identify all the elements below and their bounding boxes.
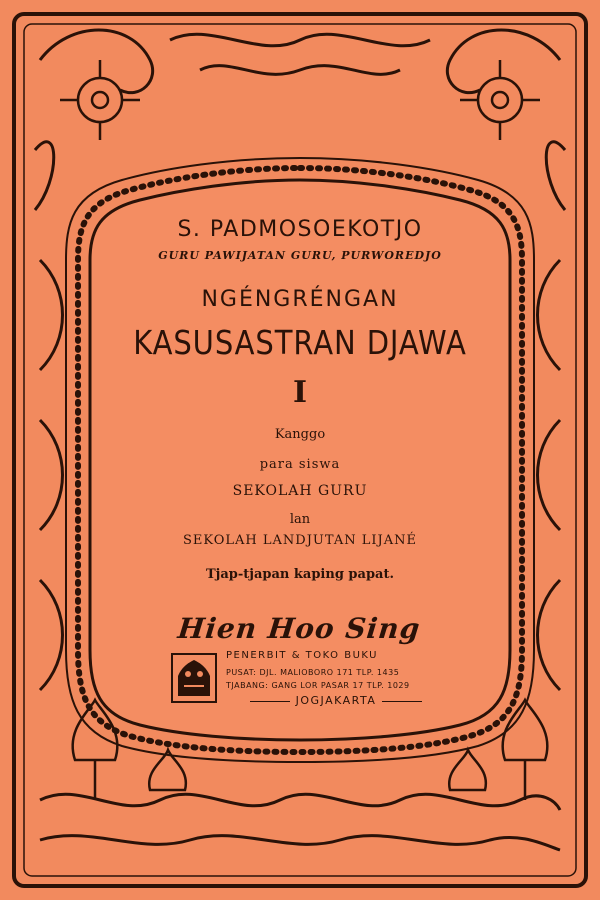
book-title-line2: KASUSASTRAN DJAWA	[133, 323, 467, 362]
audience-sekolah-guru: SEKOLAH GURU	[232, 483, 368, 499]
author-name: S. PADMOSOEKOTJO	[177, 217, 423, 242]
audience-lan: lan	[289, 512, 311, 527]
book-title-line1: NGÉNGRÉNGAN	[201, 287, 399, 312]
publisher-address-branch: TJABANG: GANG LOR PASAR 17 TLP. 1029	[226, 681, 410, 690]
publisher-logo-icon	[170, 652, 218, 704]
publisher-type: PENERBIT & TOKO BUKU	[226, 650, 378, 661]
author-title: GURU PAWIJATAN GURU, PURWOREDJO	[158, 249, 442, 262]
publisher-name: Hien Hoo Sing	[176, 612, 423, 645]
publisher-address-main: PUSAT: DJL. MALIOBORO 171 TLP. 1435	[226, 668, 400, 677]
volume-number: I	[292, 375, 308, 410]
edition-note: Tjap-tjapan kaping papat.	[206, 567, 394, 582]
audience-para-siswa: para siswa	[259, 457, 341, 472]
audience-kanggo: Kanggo	[274, 427, 326, 442]
publisher-city: JOGJAKARTA	[226, 694, 446, 707]
audience-sekolah-landjutan: SEKOLAH LANDJUTAN LIJANÉ	[183, 533, 417, 548]
publisher-block	[170, 612, 460, 712]
